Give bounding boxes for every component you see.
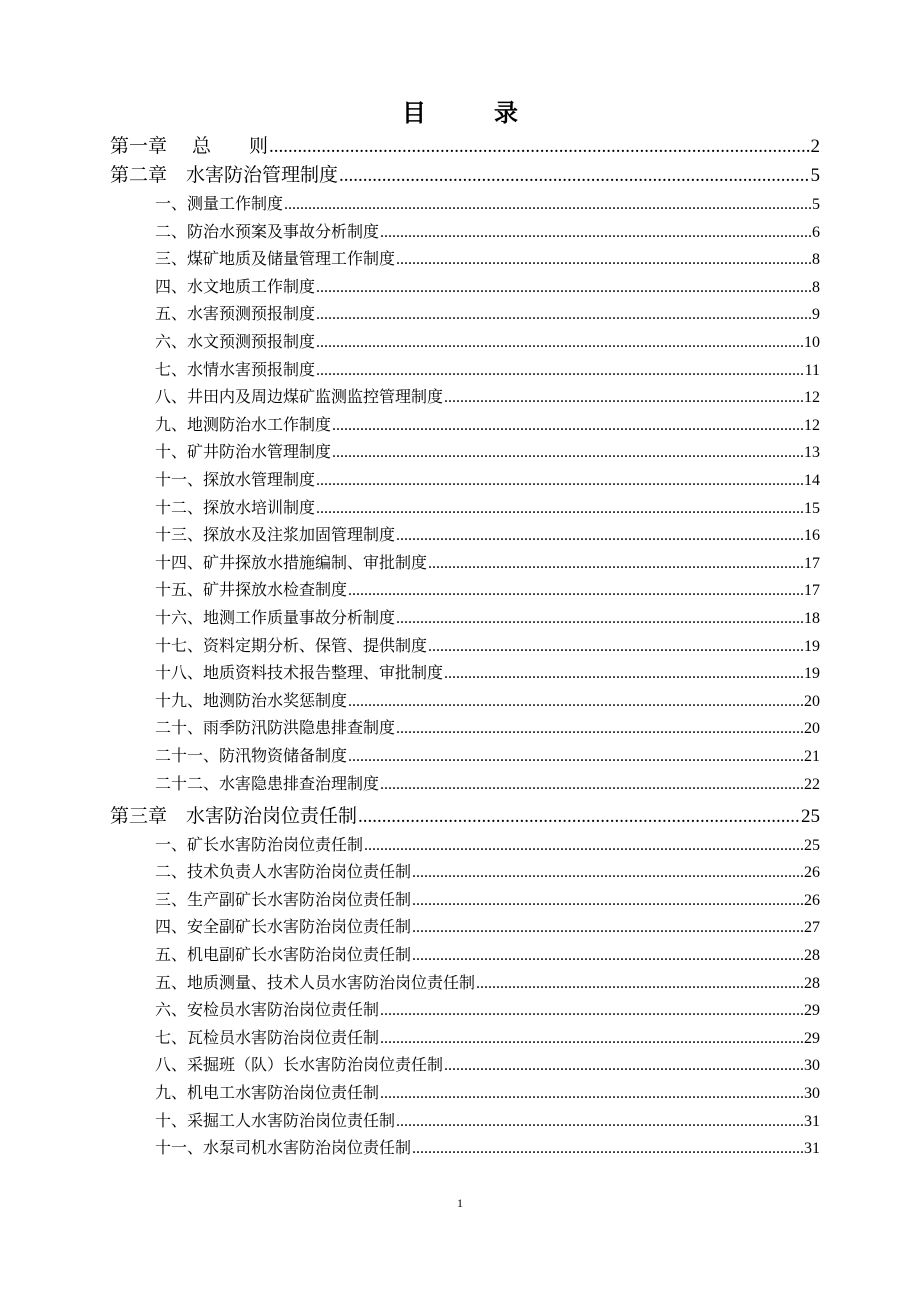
toc-section-entry[interactable] xyxy=(155,744,820,766)
toc-entry-label: 第二章 水害防治管理制度 xyxy=(110,164,339,186)
toc-dot-leader xyxy=(316,362,804,380)
toc-dot-leader xyxy=(316,306,811,324)
toc-entry-page: 31 xyxy=(804,1140,820,1158)
toc-entry-label: 九、地测防治水工作制度 xyxy=(155,414,332,434)
toc-dot-leader xyxy=(412,1140,803,1158)
toc-dot-leader xyxy=(332,444,803,462)
toc-section-entry[interactable] xyxy=(155,860,820,882)
toc-section-entry[interactable] xyxy=(155,1081,820,1103)
toc-section-entry[interactable] xyxy=(155,1053,820,1075)
toc-entry-page: 5 xyxy=(812,196,820,213)
toc-dot-leader xyxy=(284,196,811,214)
toc-dot-leader xyxy=(269,136,809,158)
toc-entry-page: 30 xyxy=(804,1085,820,1102)
toc-entry-label: 十四、矿井探放水措施编制、审批制度 xyxy=(155,552,428,572)
toc-section-entry[interactable] xyxy=(155,689,820,711)
toc-entry-page: 27 xyxy=(804,919,820,937)
toc-entry-page: 25 xyxy=(801,805,820,827)
toc-section-entry[interactable] xyxy=(155,716,820,738)
toc-entry-label: 三、煤矿地质及储量管理工作制度 xyxy=(155,249,396,269)
toc-section-entry[interactable] xyxy=(155,496,820,518)
toc-entry-label: 八、采掘班（队）长水害防治岗位责任制 xyxy=(155,1055,444,1075)
toc-entry-page: 14 xyxy=(804,472,820,489)
toc-section-entry[interactable] xyxy=(155,1026,820,1048)
toc-section-entry[interactable] xyxy=(155,358,820,380)
toc-dot-leader xyxy=(412,919,803,937)
toc-dot-leader xyxy=(348,582,803,600)
toc-section-entry[interactable] xyxy=(155,192,820,214)
toc-dot-leader xyxy=(364,837,803,855)
toc-entry-label: 五、地质测量、技术人员水害防治岗位责任制 xyxy=(155,972,476,992)
toc-entry-label: 七、水情水害预报制度 xyxy=(155,359,316,379)
toc-section-entry[interactable] xyxy=(155,606,820,628)
toc-section-entry[interactable] xyxy=(155,833,820,855)
toc-entry-label: 三、生产副矿长水害防治岗位责任制 xyxy=(155,889,412,909)
toc-dot-leader xyxy=(444,389,803,407)
toc-entry-page: 16 xyxy=(804,527,820,545)
toc-entry-label: 七、瓦检员水害防治岗位责任制 xyxy=(155,1027,380,1047)
toc-entry-page: 12 xyxy=(804,416,820,434)
page-number: 1 xyxy=(457,1196,463,1210)
toc-entry-label: 十二、探放水培训制度 xyxy=(155,497,316,517)
toc-section-entry[interactable] xyxy=(155,1109,820,1131)
toc-dot-leader xyxy=(396,610,803,628)
toc-entry-label: 六、安检员水害防治岗位责任制 xyxy=(155,1000,380,1020)
toc-dot-leader xyxy=(412,892,803,910)
toc-dot-leader xyxy=(412,864,803,882)
toc-entry-page: 17 xyxy=(804,582,820,600)
toc-entry-page: 22 xyxy=(804,775,820,793)
toc-dot-leader xyxy=(380,1002,803,1020)
toc-entry-label: 四、水文地质工作制度 xyxy=(155,276,316,296)
toc-entry-label: 一、测量工作制度 xyxy=(155,194,284,213)
toc-entry-label: 十九、地测防治水奖惩制度 xyxy=(155,690,348,710)
toc-entry-label: 五、水害预测预报制度 xyxy=(155,304,316,324)
toc-entry-label: 十一、探放水管理制度 xyxy=(155,470,316,489)
toc-section-entry[interactable] xyxy=(155,661,820,683)
toc-section-entry[interactable] xyxy=(155,247,820,269)
toc-entry-page: 18 xyxy=(804,610,820,627)
toc-section-entry[interactable] xyxy=(155,634,820,656)
toc-chapter-entry[interactable] xyxy=(110,161,820,187)
toc-entry-page: 12 xyxy=(804,389,820,407)
toc-dot-leader xyxy=(444,665,803,683)
toc-entry-label: 第三章 水害防治岗位责任制 xyxy=(110,804,358,827)
toc-dot-leader xyxy=(428,555,803,573)
toc-dot-leader xyxy=(380,1085,803,1103)
toc-entry-page: 19 xyxy=(804,665,820,683)
toc-dot-leader xyxy=(316,334,803,352)
toc-dot-leader xyxy=(396,1113,803,1131)
toc-entry-page: 11 xyxy=(804,361,820,379)
toc-section-entry[interactable] xyxy=(155,385,820,407)
toc-entry-label: 十五、矿井探放水检查制度 xyxy=(155,580,348,600)
toc-entry-page: 26 xyxy=(804,891,820,909)
toc-entry-label: 十七、资料定期分析、保管、提供制度 xyxy=(155,635,428,655)
toc-section-entry[interactable] xyxy=(155,220,820,242)
toc-entry-label: 十、矿井防治水管理制度 xyxy=(155,442,332,462)
toc-section-entry[interactable] xyxy=(155,915,820,937)
toc-section-entry[interactable] xyxy=(155,971,820,993)
toc-dot-leader xyxy=(316,279,811,297)
toc-section-entry[interactable] xyxy=(155,578,820,600)
toc-entry-page: 29 xyxy=(804,1002,820,1020)
toc-section-entry[interactable] xyxy=(155,772,820,794)
toc-section-entry[interactable] xyxy=(155,1136,820,1158)
toc-dot-leader xyxy=(348,693,803,711)
toc-dot-leader xyxy=(339,165,809,187)
toc-dot-leader xyxy=(380,224,811,242)
toc-entry-page: 8 xyxy=(812,278,820,296)
toc-entry-label: 四、安全副矿长水害防治岗位责任制 xyxy=(155,917,412,937)
toc-entry-page: 25 xyxy=(804,836,820,854)
toc-dot-leader xyxy=(316,472,803,490)
toc-chapter-entry[interactable] xyxy=(110,132,820,158)
toc-section-entry[interactable] xyxy=(155,523,820,545)
toc-entry-label: 十八、地质资料技术报告整理、审批制度 xyxy=(155,663,444,683)
toc-dot-leader xyxy=(476,975,803,993)
toc-entry-page: 21 xyxy=(804,748,820,765)
toc-section-entry[interactable] xyxy=(155,302,820,324)
toc-dot-leader xyxy=(380,1030,803,1048)
toc-dot-leader xyxy=(316,500,803,518)
toc-dot-leader xyxy=(396,251,811,269)
toc-entry-page: 26 xyxy=(804,864,820,882)
toc-entry-page: 15 xyxy=(804,499,820,517)
toc-entry-page: 2 xyxy=(810,136,820,157)
toc-entry-page: 13 xyxy=(804,444,820,462)
toc-entry-page: 8 xyxy=(812,251,820,269)
toc-dot-leader xyxy=(428,638,803,656)
toc-entry-page: 9 xyxy=(812,306,820,324)
toc-entry-page: 28 xyxy=(804,974,820,992)
toc-entry-label: 二、技术负责人水害防治岗位责任制 xyxy=(155,862,412,882)
toc-dot-leader xyxy=(358,806,800,828)
toc-entry-label: 十三、探放水及注浆加固管理制度 xyxy=(155,525,396,545)
toc-dot-leader xyxy=(412,947,803,965)
toc-section-entry[interactable] xyxy=(155,413,820,435)
toc-entry-label: 十一、水泵司机水害防治岗位责任制 xyxy=(155,1138,412,1158)
toc-entry-page: 29 xyxy=(804,1029,820,1047)
toc-section-entry[interactable] xyxy=(155,330,820,352)
toc-entry-label: 一、矿长水害防治岗位责任制 xyxy=(155,834,364,854)
toc-dot-leader xyxy=(396,720,803,738)
toc-section-entry[interactable] xyxy=(155,468,820,490)
toc-entry-page: 10 xyxy=(804,334,820,351)
toc-chapter-entry[interactable] xyxy=(110,802,820,828)
toc-entry-label: 二、防治水预案及事故分析制度 xyxy=(155,221,380,241)
toc-section-entry[interactable] xyxy=(155,888,820,910)
toc-section-entry[interactable] xyxy=(155,998,820,1020)
toc-section-entry[interactable] xyxy=(155,440,820,462)
toc-entry-label: 二十一、防汛物资储备制度 xyxy=(155,746,348,765)
toc-entry-page: 20 xyxy=(804,692,820,710)
toc-entry-page: 6 xyxy=(812,223,820,241)
toc-section-entry[interactable] xyxy=(155,943,820,965)
toc-entry-page: 31 xyxy=(804,1112,820,1130)
toc-dot-leader xyxy=(444,1057,803,1075)
toc-entry-label: 九、机电工水害防治岗位责任制 xyxy=(155,1083,380,1102)
toc-section-entry[interactable] xyxy=(155,275,820,297)
toc-entry-label: 六、水文预测预报制度 xyxy=(155,332,316,351)
toc-dot-leader xyxy=(380,776,803,794)
toc-entry-label: 第一章 总 则 xyxy=(110,135,269,157)
toc-entry-label: 十六、地测工作质量事故分析制度 xyxy=(155,608,396,627)
document-title: 目 录 xyxy=(402,98,540,127)
toc-entry-label: 十、采掘工人水害防治岗位责任制 xyxy=(155,1110,396,1130)
toc-entry-page: 30 xyxy=(804,1057,820,1075)
toc-entry-page: 19 xyxy=(804,637,820,655)
toc-dot-leader xyxy=(348,748,803,766)
toc-dot-leader xyxy=(396,527,803,545)
toc-entry-label: 二十、雨季防汛防洪隐患排查制度 xyxy=(155,718,396,738)
toc-entry-label: 二十二、水害隐患排查治理制度 xyxy=(155,773,380,793)
toc-entry-label: 八、井田内及周边煤矿监测监控管理制度 xyxy=(155,387,444,407)
toc-entry-page: 17 xyxy=(804,554,820,572)
toc-entry-page: 5 xyxy=(810,165,820,186)
toc-entry-label: 五、机电副矿长水害防治岗位责任制 xyxy=(155,945,412,964)
toc-section-entry[interactable] xyxy=(155,551,820,573)
toc-dot-leader xyxy=(332,417,803,435)
toc-entry-page: 28 xyxy=(804,947,820,964)
toc-entry-page: 20 xyxy=(804,720,820,738)
